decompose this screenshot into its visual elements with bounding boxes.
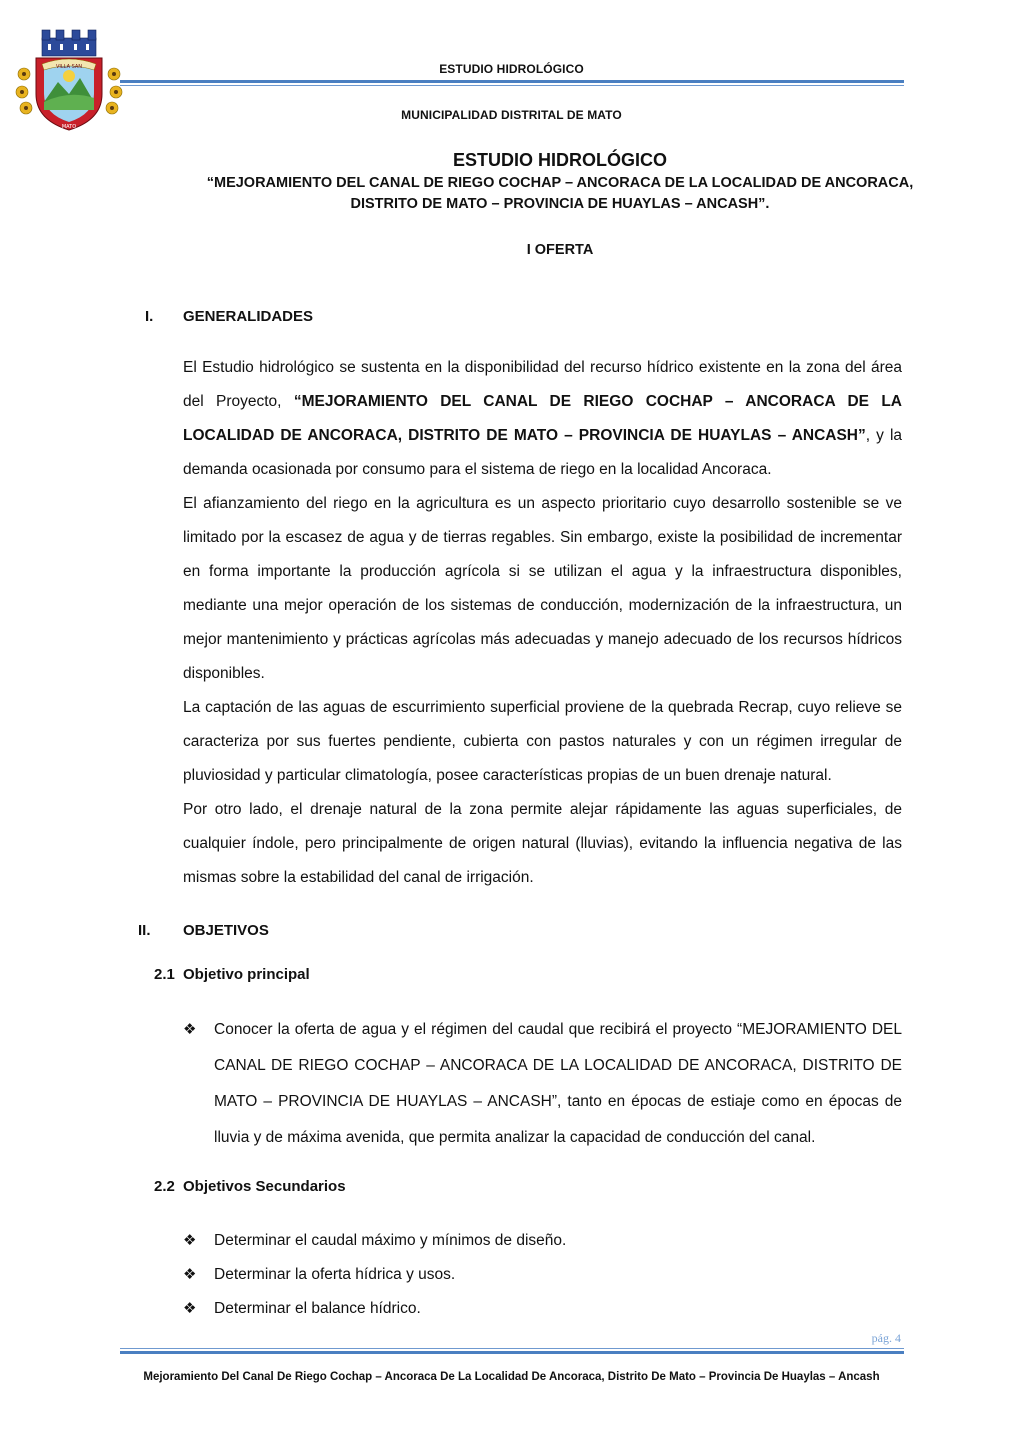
list-item xyxy=(183,1012,902,1156)
header-rule-thin xyxy=(120,85,904,86)
document-title: ESTUDIO HIDROLÓGICO xyxy=(452,150,667,170)
subsection-2-2-heading: Objetivos Secundarios xyxy=(183,1178,346,1195)
paragraph-1-project-name: “MEJORAMIENTO DEL CANAL DE RIEGO COCHAP – ANCORACA DE LA LOCALIDAD DE ANCORACA, DISTRITO DE MATO – PROVINCIA DE HUAYLAS – ANCASH” xyxy=(183,393,902,444)
list-item xyxy=(183,1292,902,1326)
objectives-secondary-list xyxy=(183,1224,902,1326)
subtitle-line-1: “MEJORAMIENTO DEL CANAL DE RIEGO COCHAP – ANCORACA DE LA LOCALIDAD DE ANCORACA, xyxy=(206,175,914,191)
list-item-text: Determinar el caudal máximo y mínimos de diseño. xyxy=(214,1232,567,1249)
section-1-heading: GENERALIDADES xyxy=(183,308,314,325)
list-item xyxy=(183,1224,902,1258)
page-number: pág. 4 xyxy=(871,1331,901,1345)
diamond-bullet-icon: ❖ xyxy=(183,1021,197,1038)
header-top-title: ESTUDIO HIDROLÓGICO xyxy=(439,62,584,76)
subsection-2-2-number: 2.2 xyxy=(154,1178,175,1195)
footer-project-title: Mejoramiento Del Canal De Riego Cochap – Ancoraca De La Localidad De Ancoraca, Distrito De Mato – Provincia De Huaylas – Ancash xyxy=(143,1371,880,1383)
section-2-number: II. xyxy=(138,922,151,939)
diamond-bullet-icon: ❖ xyxy=(183,1232,197,1249)
paragraph-3: La captación de las aguas de escurrimiento superficial proviene de la quebrada Recrap, cuyo relieve se caracteriza por sus fuertes pendiente, cubierta con pastos naturales y con un régimen irregular de pluviosidad y particular climatología, posee características propias de un buen drenaje natural. xyxy=(183,699,902,784)
paragraph-1 xyxy=(183,351,902,487)
list-item-text: Determinar el balance hídrico. xyxy=(214,1300,421,1317)
crest-bottom-text: MATO xyxy=(61,124,77,130)
section-1-body xyxy=(183,351,902,895)
subsection-2-1-number: 2.1 xyxy=(154,966,175,983)
section-label: I OFERTA xyxy=(526,242,594,258)
subtitle-line-2: DISTRITO DE MATO – PROVINCIA DE HUAYLAS – ANCASH”. xyxy=(350,196,770,212)
crest-ribbon-text: VILLA SAN xyxy=(55,64,83,70)
paragraph-2: El afianzamiento del riego en la agricultura es un aspecto prioritario cuyo desarrollo sostenible se ve limitado por la escasez de agua y de tierras regables. Sin embargo, existe la posibilidad de incrementar en forma importante la producción agrícola si se utilizan el agua y la infraestructura disponibles, mediante una mejor operación de los sistemas de conducción, modernización de la infraestructura, un mejor mantenimiento y prácticas agrícolas más adecuadas y manejo adecuado de los recursos hídricos disponibles. xyxy=(183,495,902,682)
footer-rule-thin xyxy=(120,1348,904,1349)
list-item xyxy=(183,1258,902,1292)
paragraph-1-text-a: El Estudio hidrológico se sustenta en la disponibilidad del recurso hídrico existente en la zona del área del Proyecto, xyxy=(183,359,902,410)
objective-principal-list xyxy=(183,1012,902,1156)
footer-rule xyxy=(120,1351,904,1354)
document-subtitle xyxy=(120,173,1000,215)
list-item-text: Conocer la oferta de agua y el régimen del caudal que recibirá el proyecto “MEJORAMIENTO DEL CANAL DE RIEGO COCHAP – ANCORACA DE LA LOCALIDAD DE ANCORACA, DISTRITO DE MATO – PROVINCIA DE HUAYLAS – ANCASH”, tanto en épocas de estiaje como en épocas de lluvia y de máxima avenida, que permita analizar la capacidad de conducción del canal. xyxy=(214,1021,902,1146)
diamond-bullet-icon: ❖ xyxy=(183,1300,197,1317)
list-item-text: Determinar la oferta hídrica y usos. xyxy=(214,1266,456,1283)
section-2-heading: OBJETIVOS xyxy=(183,922,269,939)
subsection-2-1-heading: Objetivo principal xyxy=(183,966,310,983)
diamond-bullet-icon: ❖ xyxy=(183,1266,197,1283)
header-rule xyxy=(120,80,904,83)
section-1-number: I. xyxy=(145,308,154,325)
paragraph-4: Por otro lado, el drenaje natural de la zona permite alejar rápidamente las aguas superficiales, de cualquier índole, pero principalmente de origen natural (lluvias), evitando la influencia negativa de las mismas sobre la estabilidad del canal de irrigación. xyxy=(183,801,902,886)
header-institution: MUNICIPALIDAD DISTRITAL DE MATO xyxy=(401,108,622,122)
paragraph-1-text-b: , y la demanda ocasionada por consumo para el sistema de riego en la localidad Ancoraca. xyxy=(183,427,903,478)
